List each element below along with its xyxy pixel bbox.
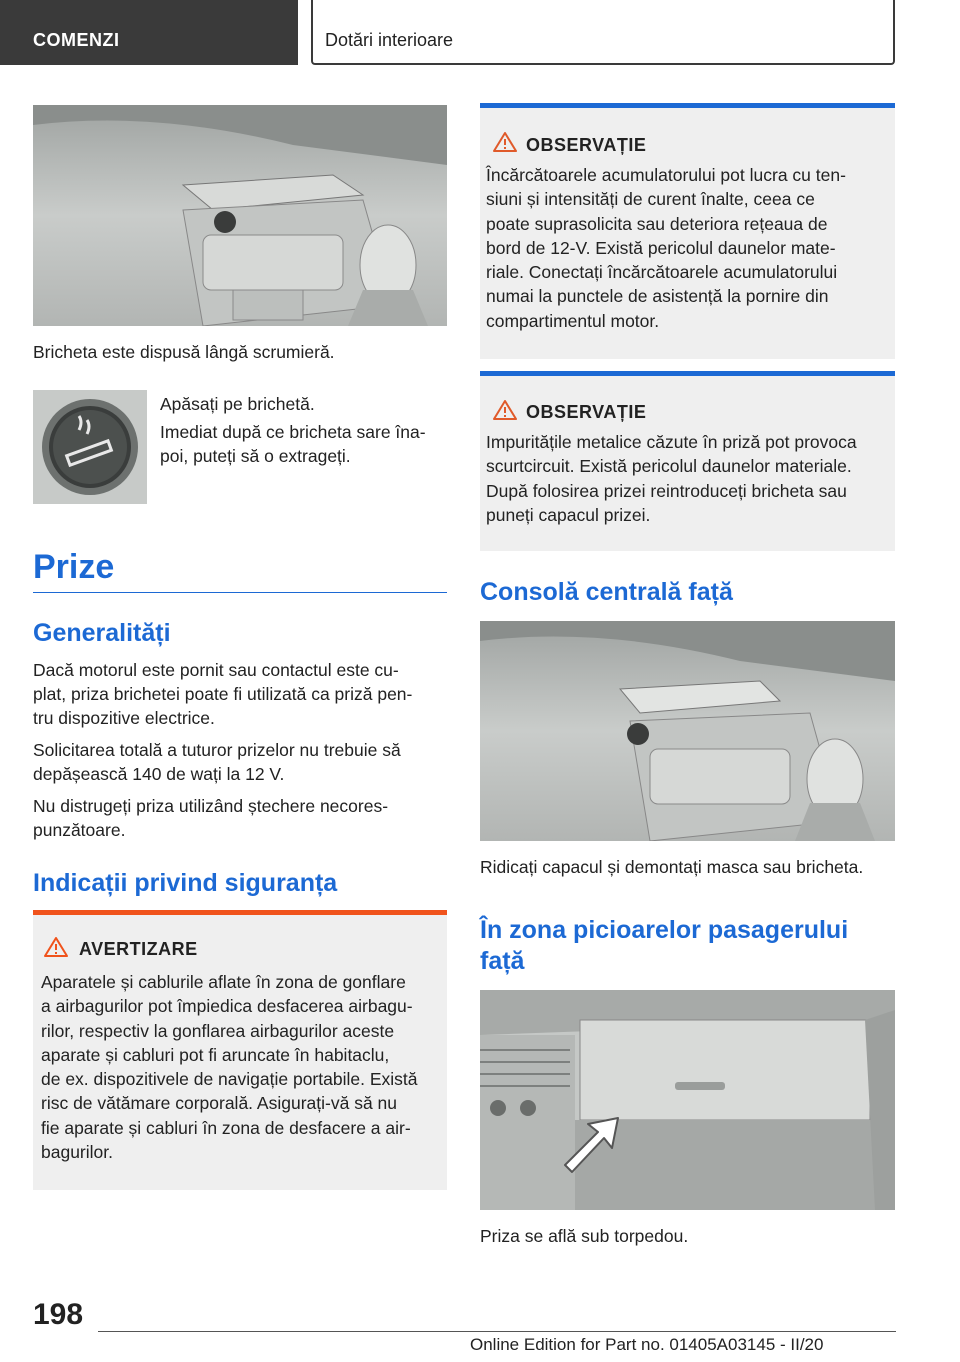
lighter-image xyxy=(33,390,147,504)
warning-box xyxy=(33,910,447,1190)
note-bar xyxy=(480,371,895,376)
note-line: Impuritățile metalice căzute în priză pot provoca xyxy=(486,432,857,452)
paragraph-3-line-1: Nu distrugeți priza utilizând ștechere necores- xyxy=(33,796,389,816)
lighter-text-1: Apăsați pe brichetă. xyxy=(160,394,315,414)
heading-rule xyxy=(33,592,447,593)
note-line: puneți capacul prizei. xyxy=(486,504,651,525)
warning-bar xyxy=(33,910,447,915)
note-line: bord de 12-V. Există pericolul daunelor mate- xyxy=(486,237,836,258)
note-box-2 xyxy=(480,371,895,551)
note-body xyxy=(486,163,891,333)
warning-triangle-icon xyxy=(43,936,69,958)
note-box-1 xyxy=(480,103,895,359)
caption-console: Ridicați capacul și demontați masca sau bricheta. xyxy=(480,857,864,877)
heading-prize: Prize xyxy=(33,548,115,586)
section-tab xyxy=(311,0,895,65)
heading-siguranta: Indicații privind siguranța xyxy=(33,869,338,897)
paragraph-1-line-3: tru dispozitive electrice. xyxy=(33,708,215,728)
note-line: Încărcătoarele acumulatorului pot lucra cu ten- xyxy=(486,165,846,185)
note-line: riale. Conectați încărcătoarele acumulatorului xyxy=(486,262,838,283)
warning-line: fie aparate și cabluri în zona de desfacere a air- xyxy=(41,1117,411,1138)
caution-triangle-icon xyxy=(492,131,518,153)
console-ashtray-image xyxy=(33,105,447,326)
warning-line: rilor, respectiv la gonflarea airbagurilor aceste xyxy=(41,1020,395,1041)
footer-edition: Online Edition for Part no. 01405A03145 - II/20 xyxy=(470,1335,824,1354)
paragraph-2-line-2: depășească 140 de wați la 12 V. xyxy=(33,764,285,784)
note-line: scurtcircuit. Există pericolul daunelor materiale. xyxy=(486,456,852,477)
caption-ashtray: Bricheta este dispusă lângă scrumieră. xyxy=(33,342,335,362)
page-number: 198 xyxy=(33,1298,84,1331)
note-line: poate suprasolicita sau deteriora rețeaua de xyxy=(486,213,828,234)
glovebox-image xyxy=(480,990,895,1210)
warning-line: bagurilor. xyxy=(41,1142,113,1163)
console-socket-image xyxy=(480,621,895,841)
warning-body xyxy=(41,970,445,1164)
paragraph-1-line-1: Dacă motorul este pornit sau contactul este cu- xyxy=(33,660,399,680)
paragraph-1-line-2: plat, priza brichetei poate fi utilizată ca priză pen- xyxy=(33,684,413,704)
heading-consola: Consolă centrală față xyxy=(480,578,733,606)
lighter-text-2-line-2: poi, puteți să o extrageți. xyxy=(160,446,351,466)
section-label: Dotări interioare xyxy=(325,30,454,50)
heading-passenger-line-2: față xyxy=(480,947,525,975)
warning-line: de ex. dispozitivele de navigație portabile. Există xyxy=(41,1069,418,1090)
warning-line: Aparatele și cablurile aflate în zona de gonflare xyxy=(41,972,406,992)
chapter-label: COMENZI xyxy=(33,30,120,50)
note-bar xyxy=(480,103,895,108)
note-title: OBSERVAȚIE xyxy=(526,135,647,155)
warning-title: AVERTIZARE xyxy=(79,939,198,959)
footer-rule xyxy=(98,1331,896,1332)
note-body xyxy=(486,430,891,527)
paragraph-2-line-1: Solicitarea totală a tuturor prizelor nu trebuie să xyxy=(33,740,401,760)
note-line: După folosirea prizei reintroduceți bricheta sau xyxy=(486,480,847,501)
caption-passenger: Priza se află sub torpedou. xyxy=(480,1226,689,1246)
heading-generalitati: Generalități xyxy=(33,619,171,647)
note-title: OBSERVAȚIE xyxy=(526,402,647,422)
warning-line: a airbagurilor pot împiedica desfacerea airbagu- xyxy=(41,996,413,1017)
warning-line: risc de vătămare corporală. Asigurați-vă să nu xyxy=(41,1093,397,1114)
paragraph-3-line-2: punzătoare. xyxy=(33,820,126,840)
note-line: numai la punctele de asistență la pornire din xyxy=(486,286,829,307)
caution-triangle-icon xyxy=(492,399,518,421)
heading-passenger-line-1: În zona picioarelor pasagerului xyxy=(480,916,849,944)
warning-line: aparate și cabluri pot fi aruncate în habitaclu, xyxy=(41,1044,390,1065)
note-line: siuni și intensități de curent înalte, ceea ce xyxy=(486,189,815,210)
lighter-text-2-line-1: Imediat după ce bricheta sare îna- xyxy=(160,422,426,442)
note-line: compartimentul motor. xyxy=(486,310,660,331)
chapter-tab xyxy=(0,0,298,65)
